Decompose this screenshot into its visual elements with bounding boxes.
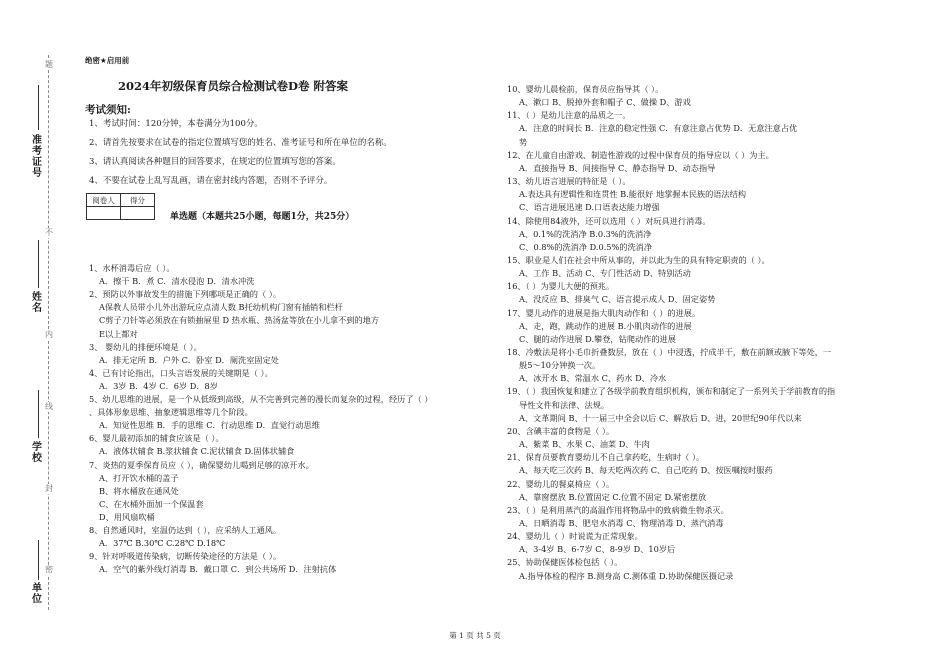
question-line: 5、幼儿思维的进展，是一个从低级到高级，从不完善到完善的漫长而复杂的过程，经历了（ ） [89, 394, 433, 404]
question-line: 导性文件和法律、法规。 [519, 399, 610, 410]
question-line: 15、职业是人们在社会中所从事的，并以此为生的具有特定职责的（ ）。 [507, 254, 770, 265]
seal-char: 题 [45, 60, 53, 69]
question-line: 24、婴幼儿（ ）时说谎为正常现象。 [507, 531, 643, 542]
question-line: A.表达具有逻辑性和连贯性 B.能很好 地掌握本民族的语法结构 [519, 189, 747, 200]
unit-line [38, 540, 39, 580]
section-title: 单选题（本题共25小题，每题1分，共25分） [170, 212, 355, 222]
question-line: A．擦干 B．煮 C．清水侵泡 D．清水冲洗 [99, 276, 255, 287]
question-line: 25、协助保健医体检包括（ ）。 [507, 557, 623, 568]
question-line: D、用风扇吹桶 [99, 511, 155, 522]
question-line: A保教人员带小儿外出游玩应点清人数 B托幼机构门窗有插销和栏杆 [99, 302, 343, 313]
question-line: 10、婴幼儿晨检前，保育员应指导其（ ）。 [507, 84, 664, 94]
question-line: 、具体形象思维、抽象逻辑思维等几个阶段。 [89, 407, 253, 418]
notice-item: 3、请认真阅读各种题目的回答要求，在规定的位置填写您的答案。 [89, 157, 341, 167]
question-line: 22、婴幼儿的餐桌椅应（ ）。 [507, 478, 615, 489]
question-line: 3、 婴幼儿的排便环境是（ ）。 [89, 341, 202, 352]
question-line: 12、在儿童自由游戏、制造性游戏的过程中保育员的指导应以（ ）为主。 [507, 149, 774, 160]
question-line: 势 [519, 136, 528, 147]
score-table [86, 193, 155, 220]
question-line: A、走，跑，跳动作的进展 B.小肌肉动作的进展 [519, 320, 692, 331]
seal-char: 不 [45, 228, 53, 237]
question-line: A．注意的时间长 B．注意的稳定性强 C．有意注意占优势 D．无意注意占优 [519, 123, 798, 134]
question-line: A、每天吃三次药 B、每天吃两次药 C、自己吃药 D、按医嘱按时服药 [519, 465, 773, 476]
page-footer: 第 1 页 共 5 页 [449, 631, 501, 640]
score-cell [121, 207, 155, 220]
label-name: 姓名 [32, 292, 42, 314]
label-exam-number: 准考证号 [32, 135, 42, 179]
notice-item: 1、考试时间：120分钟，本卷满分为100分。 [89, 119, 263, 129]
question-line: A.指导体检的程序 B.测身高 C.测体重 D.协助保健医摄记录 [519, 570, 734, 581]
question-line: A、冰开水 B、常温水 C、药水 D、冷水 [519, 373, 667, 384]
question-line: 6、婴儿最初添加的辅食应该是（ ）。 [89, 433, 224, 444]
question-line: C、在水桶外面加一个保温套 [99, 498, 204, 509]
seal-char: 封 [45, 484, 53, 493]
question-line: 20、含碘丰富的食物是（ ）。 [507, 425, 615, 436]
question-line: C、腿的动作进展 D.攀登，钻爬动作的进展 [519, 333, 676, 344]
question-line: B、将水桶放在通风处 [99, 485, 179, 496]
question-line: 13、幼儿语言进展的特征是（ ）。 [507, 176, 631, 187]
notice-item: 2、请首先按要求在试卷的指定位置填写您的姓名、准考证号和所在单位的名称。 [89, 138, 392, 148]
question-line: A．液体状辅食 B.浆状辅食 C.泥状辅食 D.固体状辅食 [99, 446, 295, 457]
question-line: A、文革期间 B、十一届三中全会以后 C、解放后 D、进，20世纪90年代以来 [519, 412, 802, 423]
question-line: 9、针对呼吸道传染病，切断传染途径的方法是（ ）。 [89, 551, 282, 562]
question-line: C、0.8%的洗消净 D.0.5%的洗消净 [519, 241, 653, 252]
question-line: A．排无定所 B．户外 C．卧室 D．厕洗室固定处 [99, 354, 279, 365]
question-line: A、靠窗摆放 B.位置固定 C.位置不固定 D.紧密摆放 [519, 491, 707, 502]
label-unit: 单位 [32, 583, 42, 605]
question-line: E以上都对 [99, 328, 138, 339]
question-line: A、紫菜 B、水果 C、油菜 D、牛肉 [519, 439, 650, 450]
question-line: A、0.1%的洗消净 B.0.3%的洗消净 [519, 228, 652, 239]
name-line [38, 240, 39, 288]
question-line: A、漱口 B、脱掉外套和帽子 C、做操 D、游戏 [519, 97, 691, 108]
question-line: 2、预防以外事故发生的措施下列哪项是正确的（ ）。 [89, 289, 282, 300]
question-line: 17、婴儿动作的进展是指大肌肉动作和（ ）的进展。 [507, 307, 701, 318]
question-line: 8、自然通风时，室温仍达到（ ），应采纳人工通风。 [89, 525, 282, 535]
question-line: 14、除使用84液外，还可以选用（ ）对玩具进行消毒。 [507, 215, 711, 226]
score-header: 得分 [121, 194, 155, 207]
question-line: A、日晒消毒 B、肥皂水消毒 C、物理消毒 D、蒸汽消毒 [519, 517, 724, 528]
page-title: 2024年初级保育员综合检测试卷D卷 附答案 [118, 79, 348, 93]
question-line: A．直接指导 B、间接指导 C、静态指导 D、动态指导 [519, 162, 716, 173]
notice-item: 4、不要在试卷上乱写乱画，请在密封线内答题，否则不予评分。 [89, 176, 333, 186]
question-line: 16、（ ）为婴儿大便的预兆。 [507, 281, 615, 292]
question-line: A．37℃ B.30℃ C.28℃ D.18℃ [99, 538, 226, 549]
notice-heading: 考试须知: [85, 104, 131, 116]
question-line: A、没反应 B、排臭气 C、语言提示成人 D、固定姿势 [519, 294, 716, 305]
question-line: A．知觉性思维 B．手的思维 C．行动思维 D．直觉行动思维 [99, 420, 320, 431]
question-line: A．3岁 B．4岁 C．6岁 D．8岁 [99, 380, 218, 391]
binding-margin [0, 0, 72, 671]
question-line: 7、炎热的夏季保育员应（ ），确保婴幼儿喝到足够的凉开水。 [89, 459, 314, 470]
question-line: A、3-4岁 B、6-7岁 C、8-9岁 D、10岁后 [519, 544, 676, 555]
question-line: A、工作 B、活动 C、专门性活动 D、特别活动 [519, 268, 691, 279]
question-line: A．空气的紫外线灯消毒 B．戴口罩 C．到公共场所 D．注射抗体 [99, 564, 337, 575]
question-line: C、语言进展迅速 D.口语表达能力增强 [519, 202, 660, 213]
question-line: 般5～10分钟换一次。 [519, 360, 601, 371]
question-line: 4、已有讨论指出，口头言语发展的关键期是（ ）。 [89, 367, 273, 378]
question-line: 23、（ ）是利用蒸汽的高温作用将物品中的致病微生物杀灭。 [507, 504, 729, 515]
exam-number-line [38, 85, 39, 130]
seal-char: 密 [45, 565, 53, 574]
label-school: 学校 [32, 442, 42, 464]
seal-char: 线 [45, 402, 53, 411]
question-line: 19、（ ）我国恢复和建立了各级学前教育组织机构，颁布和制定了一系列关于学前教育的指 [507, 386, 836, 397]
confidential-mark: 绝密★启用前 [85, 56, 130, 65]
grader-cell [87, 207, 121, 220]
grader-header: 阅卷人 [87, 194, 121, 207]
question-line: 1、水杯消毒后应（ ）。 [89, 263, 175, 273]
question-line: C剪子刀针等必须放在有锁抽屉里 D 热水瓶、热汤盆等放在小儿拿不到的地方 [99, 315, 380, 326]
seal-char: 内 [45, 330, 53, 339]
question-line: A、打开饮水桶的盖子 [99, 472, 179, 483]
question-line: 18、冷敷法是将小毛巾折叠数层，放在（ ）中浸透，拧成半干，敷在前额或腋下等处，一 [507, 347, 832, 357]
question-line: 21、保育员要教育婴幼儿不自己拿药吃，生病时（ ）。 [507, 452, 705, 463]
question-line: 11、（ ）是幼儿注意的品质之一。 [507, 110, 631, 121]
school-line [38, 390, 39, 438]
